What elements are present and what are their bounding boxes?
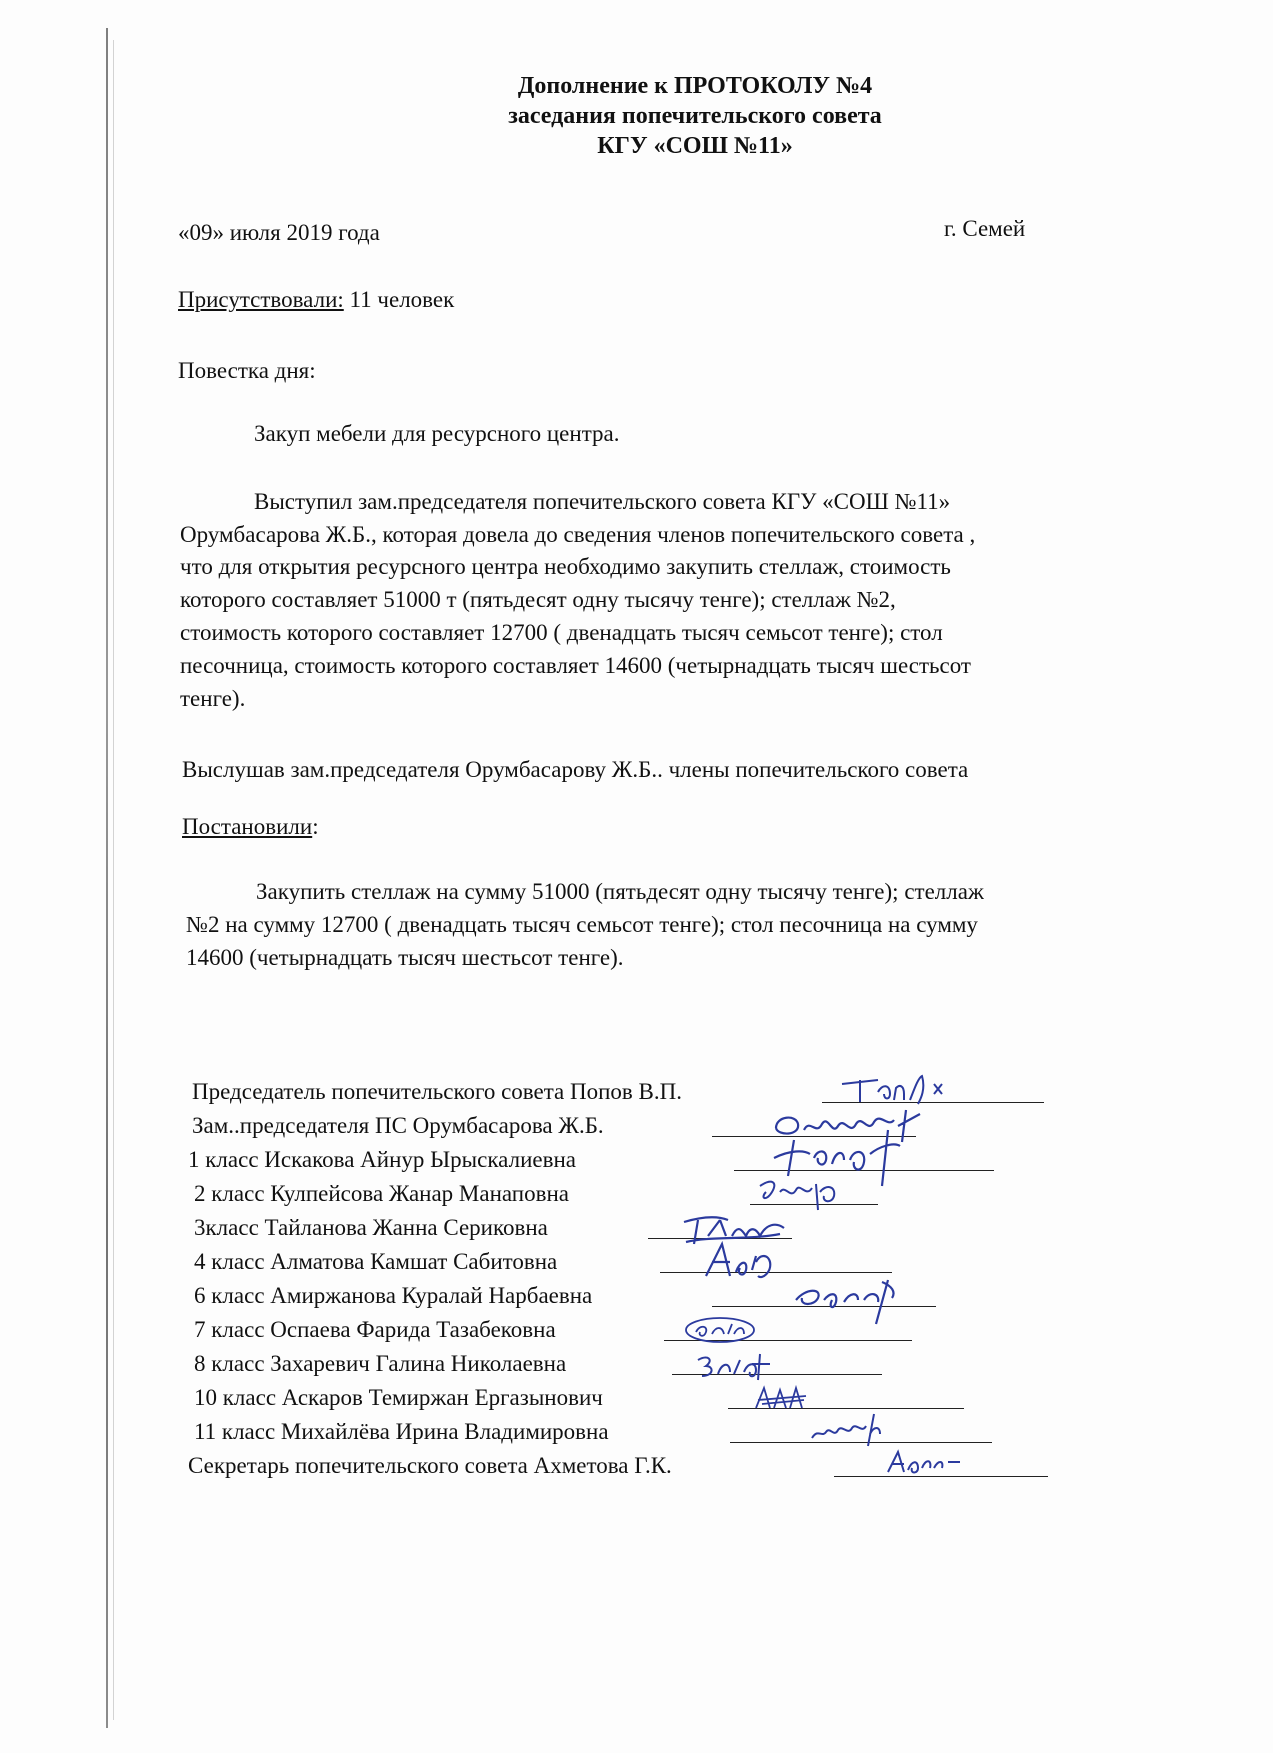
scan-edge-line [113, 40, 114, 1720]
speech-line: которого составляет 51000 т (пятьдесят одну тысячу тенге); стеллаж №2, [180, 587, 896, 612]
document-subtitle: заседания попечительского совета [508, 103, 882, 129]
signatory-class-11: 11 класс Михайлёва Ирина Владимировна [194, 1419, 609, 1444]
agenda-item: Закуп мебели для ресурсного центра. [254, 421, 620, 446]
signatory-deputy: Зам..председателя ПС Орумбасарова Ж.Б. [192, 1113, 604, 1138]
signatory-class-7: 7 класс Оспаева Фарида Тазабековна [194, 1317, 556, 1342]
signatory-class-2: 2 класс Кулпейсова Жанар Манаповна [194, 1181, 569, 1206]
handwritten-signature [808, 1408, 888, 1448]
attendance [178, 286, 454, 314]
signatory-class-8: 8 класс Захаревич Галина Николаевна [194, 1351, 567, 1376]
attendance-label: Присутствовали: [178, 287, 344, 312]
signatory-secretary: Секретарь попечительского совета Ахметова Г.К. [188, 1453, 672, 1478]
handwritten-signature [694, 1348, 774, 1382]
handwritten-signature [838, 1070, 958, 1106]
handwritten-signature [792, 1270, 902, 1326]
speech-line: песочница, стоимость которого составляет 14600 (четырнадцать тысяч шестьсот [180, 653, 971, 678]
resolution-label: Постановили [182, 814, 313, 839]
handwritten-signature [884, 1446, 964, 1480]
resolution-line: №2 на сумму 12700 ( двенадцать тысяч семьсот тенге); стол песочница на сумму [186, 912, 978, 937]
signatory-class-1: 1 класс Искакова Айнур Ырыскалиевна [188, 1147, 576, 1172]
resolution-line: Закупить стеллаж на сумму 51000 (пятьдесят одну тысячу тенге); стеллаж [256, 879, 984, 904]
signatory-class-3: 3класс Тайланова Жанна Сериковна [194, 1215, 548, 1240]
handwritten-signature [752, 1380, 812, 1414]
meeting-city: г. Семей [944, 216, 1026, 241]
speech-line: стоимость которого составляет 12700 ( двенадцать тысяч семьсот тенге); стол [180, 620, 943, 645]
signatory-chairman: Председатель попечительского совета Попов В.П. [192, 1079, 682, 1104]
signatory-class-4: 4 класс Алматова Камшат Сабитовна [194, 1249, 558, 1274]
speech-line: Орумбасарова Ж.Б., которая довела до сведения членов попечительского совета , [180, 522, 976, 547]
resolution-heading [182, 813, 319, 841]
handwritten-signature [682, 1314, 762, 1346]
meeting-date: «09» июля 2019 года [178, 220, 380, 245]
heard-line: Выслушав зам.председателя Орумбасарову Ж.Б.. члены попечительского совета [182, 757, 969, 782]
scan-edge-line [106, 28, 108, 1728]
resolution-line: 14600 (четырнадцать тысяч шестьсот тенге). [186, 945, 624, 970]
attendance-count: 11 человек [343, 287, 455, 312]
handwritten-signature [700, 1236, 780, 1284]
speech-line: что для открытия ресурсного центра необходимо закупить стеллаж, стоимость [180, 554, 951, 579]
signatory-class-6: 6 класс Амиржанова Куралай Нарбаевна [194, 1283, 593, 1308]
document-title: Дополнение к ПРОТОКОЛУ №4 [517, 73, 873, 99]
resolution-colon: : [312, 814, 319, 839]
signatory-class-10: 10 класс Аскаров Темиржан Ергазынович [194, 1385, 603, 1410]
organization-name: КГУ «СОШ №11» [597, 133, 793, 159]
speech-line: Выступил зам.председателя попечительского совета КГУ «СОШ №11» [254, 489, 951, 514]
agenda-label: Повестка дня: [178, 358, 316, 383]
speech-line: тенге). [180, 686, 246, 711]
